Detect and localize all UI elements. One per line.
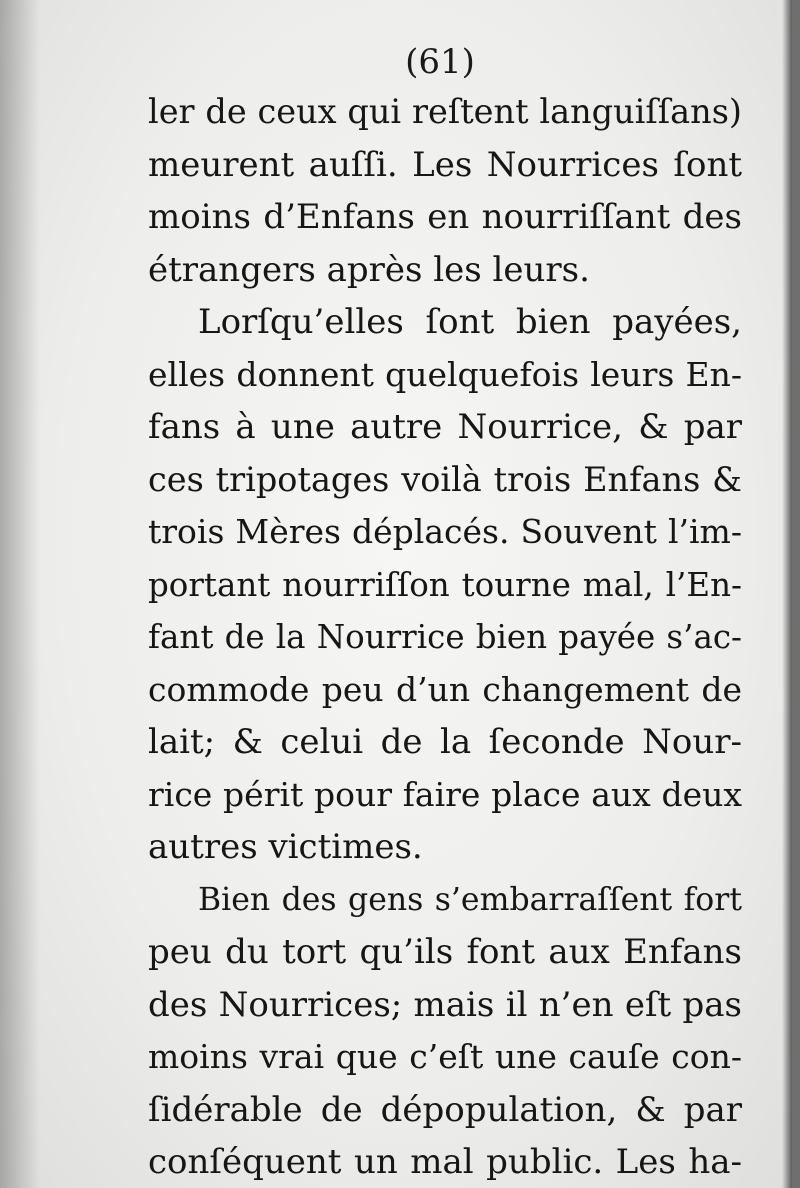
text-line-3: moins d’Enfans en nourriſſant des — [148, 197, 742, 237]
body-text — [148, 86, 742, 1188]
text-line-21: conſéquent un mal public. Les ha- — [148, 1142, 742, 1182]
text-line-20: ſidérable de dépopulation, & par — [148, 1089, 742, 1130]
text-line-7: fans à une autre Nourrice, & par — [148, 407, 742, 447]
page-number: (61) — [405, 42, 475, 82]
text-line-8: ces tripotages voilà trois Enfans & — [148, 459, 742, 499]
text-line-6: elles donnent quelquefois leurs En- — [148, 354, 742, 394]
text-line-2: meurent auſſi. Les Nourrices ſont — [148, 144, 742, 185]
text-line-10: portant nourriſſon tourne mal, l’En- — [148, 565, 742, 604]
text-line-9: trois Mères déplacés. Souvent l’im- — [148, 512, 742, 551]
text-line-16: Bien des gens s’embarraſſent fort — [198, 881, 742, 918]
text-line-13: lait; & celui de la ſeconde Nour- — [148, 722, 742, 762]
text-line-15: autres victimes. — [148, 827, 423, 867]
text-line-14: rice périt pour faire place aux deux — [148, 774, 742, 814]
text-line-17: peu du tort qu’ils font aux Enfans — [148, 932, 742, 972]
text-line-18: des Nourrices; mais il n’en eſt pas — [148, 984, 742, 1025]
text-line-11: fant de la Nourrice bien payée s’ac- — [148, 618, 742, 656]
text-line-19: moins vrai que c’eſt une cauſe con- — [148, 1037, 742, 1076]
text-line-4: étrangers après les leurs. — [148, 249, 590, 290]
page-edge — [782, 0, 792, 1188]
page-gutter-shadow — [0, 0, 40, 1188]
text-line-12: commode peu d’un changement de — [148, 669, 742, 709]
text-line-5: Lorſqu’elles ſont bien payées, — [198, 302, 742, 342]
text-line-1: ler de ceux qui reſtent languiſſans) — [148, 92, 742, 131]
